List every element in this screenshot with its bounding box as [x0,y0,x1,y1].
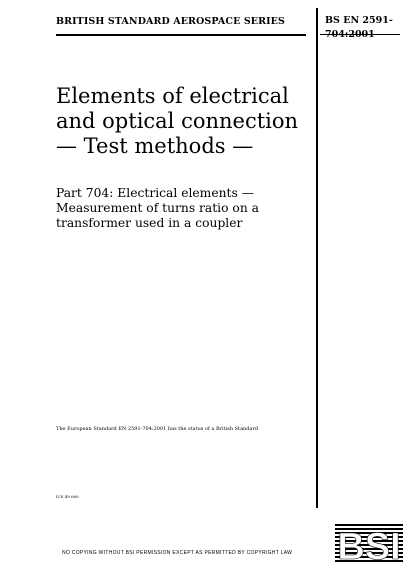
document-subtitle: Part 704: Electrical elements — Measurement of turns ratio on a transformer used in a coupler [56,186,259,230]
bsi-logo [333,522,405,566]
vertical-divider [316,8,318,508]
bsi-logo-text: BSI [337,526,401,566]
series-title: BRITISH STANDARD AEROSPACE SERIES [56,16,285,27]
status-note: The European Standard EN 2591-704:2001 has the status of a British Standard [56,426,259,432]
document-title: Elements of electrical and optical connection — Test methods — [56,84,299,158]
standard-number: BS EN 2591-704:2001 [325,15,393,40]
ics-code: ICS 49.060 [56,494,79,499]
copyright-notice: NO COPYING WITHOUT BSI PERMISSION EXCEPT AS PERMITTED BY COPYRIGHT LAW [62,550,293,556]
header-rule [56,34,306,36]
